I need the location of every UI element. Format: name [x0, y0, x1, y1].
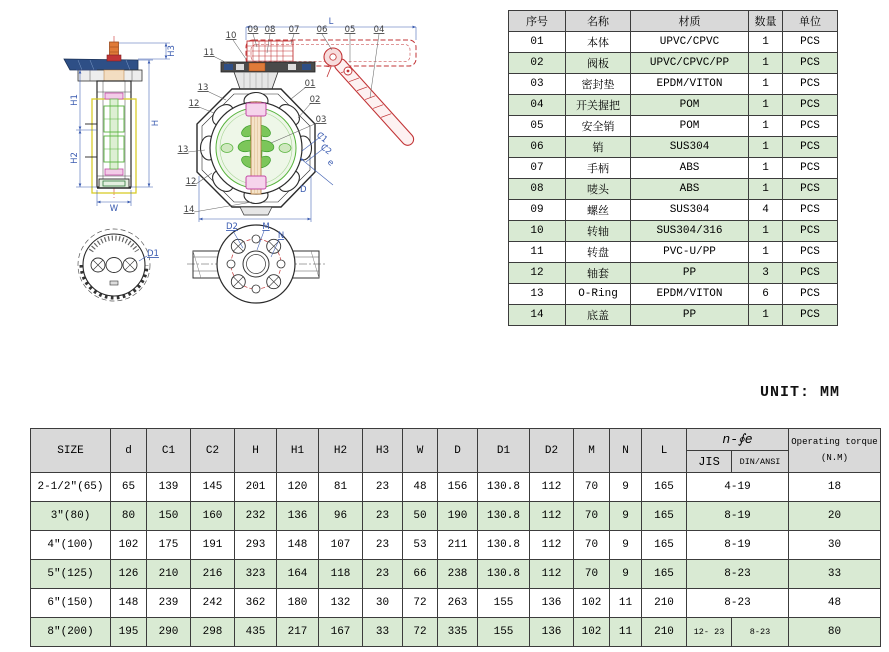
- parts-cell: 07: [509, 158, 566, 179]
- callout-02: 02: [309, 95, 321, 105]
- parts-cell: 08: [509, 179, 566, 200]
- bottom-cover-front: [240, 207, 272, 215]
- dims-cell: 150: [147, 502, 191, 531]
- parts-row: [509, 305, 838, 326]
- callout-13a: 13: [197, 83, 209, 93]
- dim-label-m: M: [262, 222, 270, 232]
- dims-cell: 112: [530, 531, 574, 560]
- bore: [243, 251, 269, 277]
- dims-cell: 96: [319, 502, 363, 531]
- dims-col-header: C2: [191, 429, 235, 473]
- dims-cell: 6″(150): [31, 589, 111, 618]
- dims-cell: 130.8: [478, 473, 530, 502]
- dims-cell: 190: [438, 502, 478, 531]
- dims-cell: 112: [530, 473, 574, 502]
- parts-cell: 1: [749, 137, 783, 158]
- parts-row: [509, 137, 838, 158]
- dims-cell: 72: [403, 589, 438, 618]
- torque-cell: 80: [789, 618, 881, 647]
- parts-cell: PCS: [783, 137, 838, 158]
- dims-cell: 210: [642, 618, 687, 647]
- torque-cell: 33: [789, 560, 881, 589]
- dims-header-row: [31, 429, 881, 451]
- dims-cell: 70: [574, 473, 610, 502]
- dims-cell: 33: [363, 618, 403, 647]
- parts-cell: 阀板: [566, 53, 631, 74]
- mount-bar: [221, 62, 315, 72]
- parts-row: [509, 74, 838, 95]
- callout-03: 03: [315, 115, 327, 125]
- dims-cell: 155: [478, 618, 530, 647]
- dims-row: [31, 589, 881, 618]
- dims-col-header: N: [610, 429, 642, 473]
- parts-cell: PCS: [783, 158, 838, 179]
- dims-col-header: H3: [363, 429, 403, 473]
- parts-cell: PCS: [783, 179, 838, 200]
- dims-col-header: L: [642, 429, 687, 473]
- holes-cell: 8-23: [687, 560, 789, 589]
- parts-cell: PCS: [783, 74, 838, 95]
- dims-cell: 23: [363, 560, 403, 589]
- dims-cell: 217: [277, 618, 319, 647]
- dims-cell: 53: [403, 531, 438, 560]
- dim-label-d2: D2: [226, 222, 238, 232]
- dim-label-c1: C1: [314, 130, 330, 146]
- dims-col-header: D2: [530, 429, 574, 473]
- callout-13b: 13: [177, 145, 189, 155]
- parts-row: [509, 263, 838, 284]
- dims-cell: 5″(125): [31, 560, 111, 589]
- dims-cell: 3″(80): [31, 502, 111, 531]
- parts-cell: 螺丝: [566, 200, 631, 221]
- dims-cell: 23: [363, 531, 403, 560]
- dims-row: [31, 618, 881, 647]
- torque-cell: 18: [789, 473, 881, 502]
- parts-cell: 转盘: [566, 242, 631, 263]
- callout-01: 01: [304, 79, 316, 89]
- dims-cell: 118: [319, 560, 363, 589]
- parts-cell: 1: [749, 32, 783, 53]
- dims-cell: 136: [277, 502, 319, 531]
- parts-cell: 安全销: [566, 116, 631, 137]
- parts-cell: SUS304: [631, 200, 749, 221]
- dims-col-header: H1: [277, 429, 319, 473]
- torque-cell: 48: [789, 589, 881, 618]
- dims-cell: 298: [191, 618, 235, 647]
- parts-cell: PCS: [783, 95, 838, 116]
- parts-cell: 10: [509, 221, 566, 242]
- parts-row: [509, 53, 838, 74]
- dims-cell: 293: [235, 531, 277, 560]
- dims-cell: 23: [363, 473, 403, 502]
- dims-cell: 290: [147, 618, 191, 647]
- dims-cell: 156: [438, 473, 478, 502]
- dims-cell: 216: [191, 560, 235, 589]
- dims-cell: 132: [319, 589, 363, 618]
- dims-cell: 335: [438, 618, 478, 647]
- parts-cell: 1: [749, 305, 783, 326]
- flange-top-view: [187, 222, 325, 303]
- dims-cell: 164: [277, 560, 319, 589]
- dim-label-h: H: [151, 119, 161, 127]
- dims-cell: 180: [277, 589, 319, 618]
- parts-row: [509, 158, 838, 179]
- callout-12a: 12: [188, 99, 200, 109]
- parts-cell: 底盖: [566, 305, 631, 326]
- dims-col-header: H2: [319, 429, 363, 473]
- dims-cell: 11: [610, 618, 642, 647]
- dims-cell: 145: [191, 473, 235, 502]
- dims-cell: 4″(100): [31, 531, 111, 560]
- parts-cell: UPVC/CPVC: [631, 32, 749, 53]
- dims-cell: 130.8: [478, 531, 530, 560]
- parts-col-header: 名称: [566, 11, 631, 32]
- dims-col-header: SIZE: [31, 429, 111, 473]
- dims-cell: 167: [319, 618, 363, 647]
- parts-cell: UPVC/CPVC/PP: [631, 53, 749, 74]
- dims-cell: 210: [642, 589, 687, 618]
- seal-top: [246, 103, 266, 116]
- dim-label-e: e: [325, 157, 336, 169]
- parts-cell: 03: [509, 74, 566, 95]
- parts-cell: SUS304: [631, 137, 749, 158]
- dims-cell: 211: [438, 531, 478, 560]
- dims-cell: 66: [403, 560, 438, 589]
- parts-cell: ABS: [631, 179, 749, 200]
- dim-label-n: N: [277, 231, 285, 241]
- parts-row: [509, 32, 838, 53]
- dims-cell: 165: [642, 560, 687, 589]
- dims-cell: 102: [574, 589, 610, 618]
- parts-cell: 转轴: [566, 221, 631, 242]
- parts-cell: 4: [749, 200, 783, 221]
- dims-cell: 50: [403, 502, 438, 531]
- parts-row: [509, 221, 838, 242]
- parts-cell: 14: [509, 305, 566, 326]
- dims-cell: 81: [319, 473, 363, 502]
- dim-label-c2: C2: [318, 142, 334, 158]
- dims-row: [31, 502, 881, 531]
- parts-cell: ABS: [631, 158, 749, 179]
- din-ansi-subheader: DIN/ANSI: [732, 451, 789, 473]
- dims-cell: 2-1/2″(65): [31, 473, 111, 502]
- dim-label-d1: D1: [147, 249, 159, 259]
- torque-cell: 30: [789, 531, 881, 560]
- callout-08: 08: [264, 25, 276, 35]
- torque-header: Operating torque (N.M): [789, 429, 881, 473]
- parts-row: [509, 95, 838, 116]
- dims-cell: 165: [642, 473, 687, 502]
- parts-row: [509, 284, 838, 305]
- dims-cell: 155: [478, 589, 530, 618]
- seal-bottom: [246, 176, 266, 189]
- parts-cell: 02: [509, 53, 566, 74]
- dims-row: [31, 473, 881, 502]
- parts-cell: EPDM/VITON: [631, 74, 749, 95]
- dims-cell: 148: [277, 531, 319, 560]
- dims-cell: 23: [363, 502, 403, 531]
- dims-cell: 210: [147, 560, 191, 589]
- parts-cell: 销: [566, 137, 631, 158]
- dims-cell: 165: [642, 502, 687, 531]
- dims-cell: 8″(200): [31, 618, 111, 647]
- dims-cell: 107: [319, 531, 363, 560]
- parts-cell: 1: [749, 221, 783, 242]
- dims-col-header: W: [403, 429, 438, 473]
- dims-cell: 232: [235, 502, 277, 531]
- dims-cell: 9: [610, 502, 642, 531]
- dims-row: [31, 560, 881, 589]
- holes-group-header: n-∮e: [687, 429, 789, 451]
- parts-cell: PCS: [783, 221, 838, 242]
- parts-cell: 11: [509, 242, 566, 263]
- parts-table: [508, 10, 838, 326]
- parts-cell: 12: [509, 263, 566, 284]
- dims-cell: 9: [610, 531, 642, 560]
- parts-cell: PCS: [783, 32, 838, 53]
- parts-row: [509, 116, 838, 137]
- parts-cell: 3: [749, 263, 783, 284]
- dims-cell: 112: [530, 502, 574, 531]
- parts-cell: SUS304/316: [631, 221, 749, 242]
- dims-cell: 175: [147, 531, 191, 560]
- jis-subheader: JIS: [687, 451, 732, 473]
- dims-cell: 112: [530, 560, 574, 589]
- parts-cell: 1: [749, 116, 783, 137]
- dims-cell: 148: [111, 589, 147, 618]
- callout-11: 11: [203, 48, 215, 58]
- torque-cell: 20: [789, 502, 881, 531]
- parts-cell: 本体: [566, 32, 631, 53]
- dims-cell: 136: [530, 589, 574, 618]
- dims-cell: 102: [574, 618, 610, 647]
- dims-cell: 136: [530, 618, 574, 647]
- callout-04: 04: [373, 25, 385, 35]
- dims-col-header: H: [235, 429, 277, 473]
- dims-cell: 102: [111, 531, 147, 560]
- parts-cell: 1: [749, 158, 783, 179]
- dim-label-h3: H3: [167, 45, 177, 57]
- side-view: [64, 36, 142, 198]
- parts-cell: POM: [631, 95, 749, 116]
- parts-cell: PCS: [783, 284, 838, 305]
- dims-cell: 80: [111, 502, 147, 531]
- callout-05: 05: [344, 25, 356, 35]
- callout-14: 14: [183, 205, 195, 215]
- parts-cell: 1: [749, 53, 783, 74]
- dims-cell: 48: [403, 473, 438, 502]
- parts-cell: EPDM/VITON: [631, 284, 749, 305]
- parts-cell: PCS: [783, 305, 838, 326]
- dims-col-header: M: [574, 429, 610, 473]
- dims-cell: 160: [191, 502, 235, 531]
- parts-cell: 开关握把: [566, 95, 631, 116]
- dims-cell: 70: [574, 531, 610, 560]
- parts-cell: PP: [631, 305, 749, 326]
- dims-cell: 126: [111, 560, 147, 589]
- parts-cell: 05: [509, 116, 566, 137]
- dims-cell: 242: [191, 589, 235, 618]
- dims-cell: 72: [403, 618, 438, 647]
- callout-07: 07: [288, 25, 300, 35]
- parts-cell: 1: [749, 74, 783, 95]
- holes-cell: 8-19: [687, 531, 789, 560]
- dims-cell: 130.8: [478, 560, 530, 589]
- parts-header-row: [509, 11, 838, 32]
- holes-jis-cell: 12- 23: [687, 618, 732, 647]
- holes-cell: 4-19: [687, 473, 789, 502]
- dims-cell: 139: [147, 473, 191, 502]
- dims-cell: 30: [363, 589, 403, 618]
- parts-cell: 04: [509, 95, 566, 116]
- dims-cell: 130.8: [478, 502, 530, 531]
- parts-cell: PVC-U/PP: [631, 242, 749, 263]
- parts-cell: PCS: [783, 200, 838, 221]
- dims-cell: 263: [438, 589, 478, 618]
- dims-row: [31, 531, 881, 560]
- dims-col-header: d: [111, 429, 147, 473]
- dims-col-header: D: [438, 429, 478, 473]
- dim-label-h2: H2: [70, 152, 80, 164]
- dims-cell: 9: [610, 560, 642, 589]
- dims-cell: 70: [574, 560, 610, 589]
- parts-cell: 13: [509, 284, 566, 305]
- handle-plate-side: [64, 59, 138, 70]
- callout-06: 06: [316, 25, 328, 35]
- parts-cell: 01: [509, 32, 566, 53]
- parts-cell: 1: [749, 242, 783, 263]
- dims-col-header: C1: [147, 429, 191, 473]
- dims-cell: 191: [191, 531, 235, 560]
- parts-cell: 手柄: [566, 158, 631, 179]
- parts-col-header: 材质: [631, 11, 749, 32]
- parts-col-header: 单位: [783, 11, 838, 32]
- parts-cell: 密封垫: [566, 74, 631, 95]
- parts-cell: PCS: [783, 263, 838, 284]
- dim-label-h1: H1: [70, 94, 80, 106]
- callout-10: 10: [225, 31, 237, 41]
- parts-col-header: 序号: [509, 11, 566, 32]
- dims-cell: 120: [277, 473, 319, 502]
- parts-cell: 1: [749, 95, 783, 116]
- dims-cell: 323: [235, 560, 277, 589]
- dims-cell: 238: [438, 560, 478, 589]
- parts-cell: 06: [509, 137, 566, 158]
- dims-cell: 195: [111, 618, 147, 647]
- dim-label-d: D: [300, 185, 307, 195]
- parts-cell: 1: [749, 179, 783, 200]
- dim-label-w: W: [109, 204, 119, 214]
- dims-cell: 201: [235, 473, 277, 502]
- parts-cell: 6: [749, 284, 783, 305]
- parts-row: [509, 242, 838, 263]
- parts-cell: 轴套: [566, 263, 631, 284]
- holes-cell: 8-23: [687, 589, 789, 618]
- parts-cell: PCS: [783, 242, 838, 263]
- dims-cell: 11: [610, 589, 642, 618]
- dims-cell: 435: [235, 618, 277, 647]
- callout-12b: 12: [185, 177, 197, 187]
- holes-din-cell: 8-23: [732, 618, 789, 647]
- parts-cell: O-Ring: [566, 284, 631, 305]
- holes-cell: 8-19: [687, 502, 789, 531]
- parts-cell: PCS: [783, 53, 838, 74]
- parts-cell: 09: [509, 200, 566, 221]
- dims-cell: 65: [111, 473, 147, 502]
- dim-label-l: L: [328, 17, 334, 27]
- parts-col-header: 数量: [749, 11, 783, 32]
- parts-cell: 唛头: [566, 179, 631, 200]
- parts-row: [509, 179, 838, 200]
- dims-cell: 165: [642, 531, 687, 560]
- parts-cell: PP: [631, 263, 749, 284]
- valve-drawing: [0, 0, 500, 340]
- dims-cell: 9: [610, 473, 642, 502]
- parts-cell: POM: [631, 116, 749, 137]
- dims-col-header: D1: [478, 429, 530, 473]
- dims-cell: 362: [235, 589, 277, 618]
- unit-label: UNIT: MM: [760, 384, 841, 401]
- dims-cell: 239: [147, 589, 191, 618]
- gear-plate-view: [78, 229, 159, 301]
- parts-cell: PCS: [783, 116, 838, 137]
- parts-row: [509, 200, 838, 221]
- dimensions-table: [30, 428, 881, 647]
- bottom-cover-side: [99, 179, 129, 188]
- dims-cell: 70: [574, 502, 610, 531]
- callout-09: 09: [247, 25, 259, 35]
